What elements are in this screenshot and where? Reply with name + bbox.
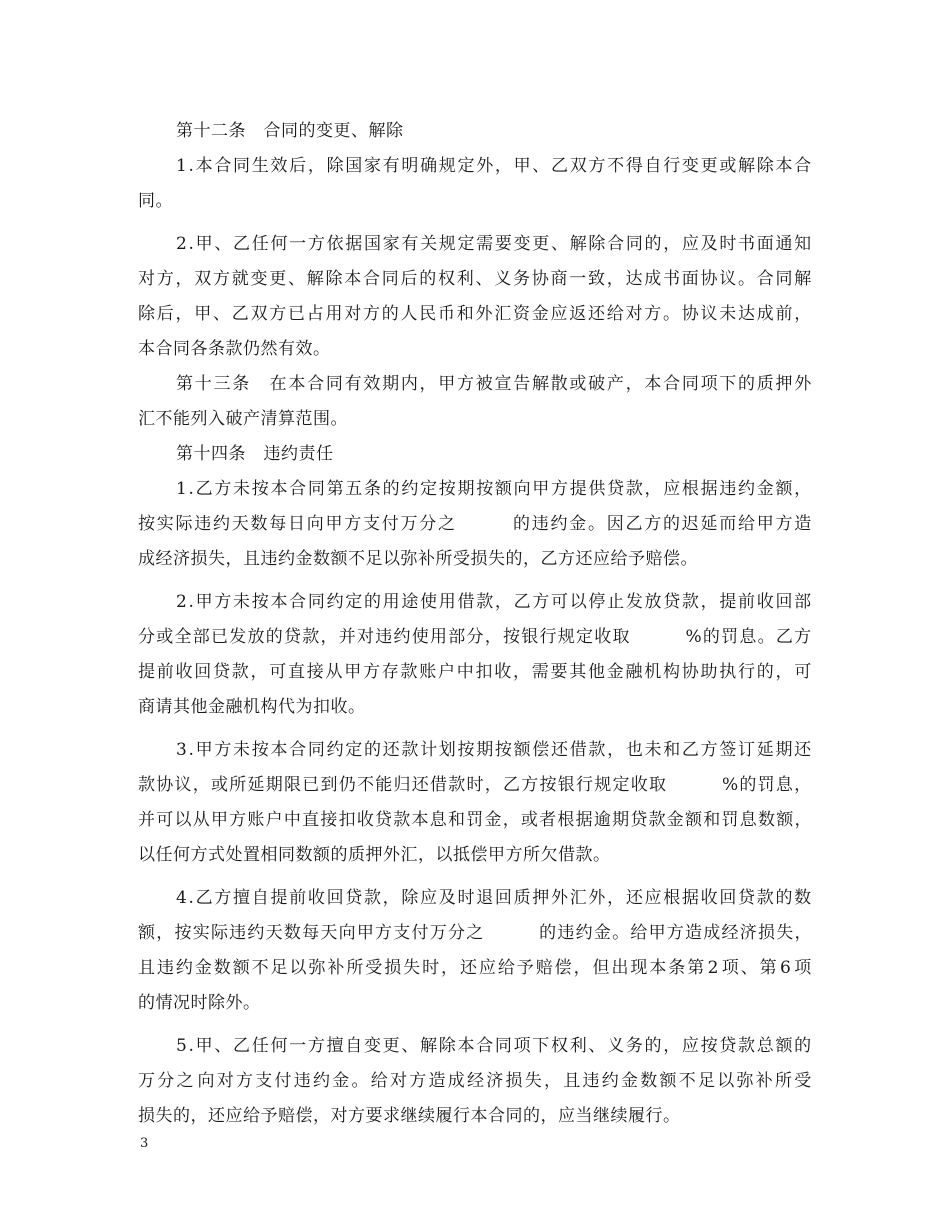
document-line: 商请其他金融机构代为扣收。 — [138, 697, 366, 717]
document-line: 且 违 约 金 数 额 不 足 以 弥 补 所 受 损 失 时 ， 还 应 给 予 赔 偿 ， 但 出 现 本 条 第 2 项 、 第 6 项 — [138, 958, 812, 978]
document-line: 第十二条 合同的变更、解除 — [176, 121, 404, 141]
document-line: 2 . 甲 方 未 按 本 合 同 约 定 的 用 途 使 用 借 款 ， 乙 方 可 以 停 止 发 放 贷 款 ， 提 前 收 回 部 — [176, 592, 812, 612]
document-line: 3 . 甲 方 未 按 本 合 同 约 定 的 还 款 计 划 按 期 按 额 偿 还 借 款 ， 也 未 和 乙 方 签 订 延 期 还 — [176, 740, 812, 760]
document-line: 以任何方式处置相同数额的质押外汇，以抵偿甲方所欠借款。 — [138, 845, 611, 865]
document-line: 2 . 甲 、 乙 任 何 一 方 依 据 国 家 有 关 规 定 需 要 变 更 、 解 除 合 同 的 ， 应 及 时 书 面 通 知 — [176, 234, 812, 254]
document-body — [138, 114, 812, 1134]
document-line: 4 . 乙 方 擅 自 提 前 收 回 贷 款 ， 除 应 及 时 退 回 质 押 外 汇 外 ， 还 应 根 据 收 回 贷 款 的 数 — [176, 888, 812, 908]
document-line: 1 . 乙 方 未 按 本 合 同 第 五 条 的 约 定 按 期 按 额 向 甲 方 提 供 贷 款 ， 应 根 据 违 约 金 额 ， — [176, 479, 812, 499]
document-line: 汇不能列入破产清算范围。 — [138, 409, 348, 429]
document-line: 本合同各条款仍然有效。 — [138, 339, 331, 359]
document-line: 同。 — [138, 191, 173, 211]
document-line: 第 十 三 条 在 本 合 同 有 效 期 内 ， 甲 方 被 宣 告 解 散 或 破 产 ， 本 合 同 项 下 的 质 押 外 — [176, 374, 812, 394]
document-line: 款 协 议 ， 或 所 延 期 限 已 到 仍 不 能 归 还 借 款 时 ， 乙 方 按 银 行 规 定 收 取 % 的 罚 息 ， — [138, 775, 812, 795]
document-line: 提 前 收 回 贷 款 ， 可 直 接 从 甲 方 存 款 账 户 中 扣 收 ， 需 要 其 他 金 融 机 构 协 助 执 行 的 ， 可 — [138, 662, 812, 682]
document-line: 按 实 际 违 约 天 数 每 日 向 甲 方 支 付 万 分 之 的 违 约 金 。 因 乙 方 的 迟 延 而 给 甲 方 造 — [138, 514, 812, 534]
document-line: 并 可 以 从 甲 方 账 户 中 直 接 扣 收 贷 款 本 息 和 罚 金 ， 或 者 根 据 逾 期 贷 款 金 额 和 罚 息 数 额 ， — [138, 810, 812, 830]
document-line: 对 方 ， 双 方 就 变 更 、 解 除 本 合 同 后 的 权 利 、 义 务 协 商 一 致 ， 达 成 书 面 协 议 。 合 同 解 — [138, 269, 812, 289]
document-line: 的情况时除外。 — [138, 993, 261, 1013]
document-line: 万 分 之 向 对 方 支 付 违 约 金 。 给 对 方 造 成 经 济 损 失 ， 且 违 约 金 数 额 不 足 以 弥 补 所 受 — [138, 1071, 812, 1091]
document-line: 额 ， 按 实 际 违 约 天 数 每 天 向 甲 方 支 付 万 分 之 的 违 约 金 。 给 甲 方 造 成 经 济 损 失 ， — [138, 923, 812, 943]
document-line: 成经济损失，且违约金数额不足以弥补所受损失的，乙方还应给予赔偿。 — [138, 549, 698, 569]
document-line: 5 . 甲 、 乙 任 何 一 方 擅 自 变 更 、 解 除 本 合 同 项 下 权 利 、 义 务 的 ， 应 按 贷 款 总 额 的 — [176, 1036, 812, 1056]
document-line: 第十四条 违约责任 — [176, 444, 334, 464]
page-number: 3 — [140, 1136, 149, 1151]
document-line: 损失的，还应给予赔偿，对方要求继续履行本合同的，应当继续履行。 — [138, 1106, 681, 1126]
document-line: 分 或 全 部 已 发 放 的 贷 款 ， 并 对 违 约 使 用 部 分 ， 按 银 行 规 定 收 取 % 的 罚 息 。 乙 方 — [138, 627, 812, 647]
document-line: 1 . 本 合 同 生 效 后 ， 除 国 家 有 明 确 规 定 外 ， 甲 、 乙 双 方 不 得 自 行 变 更 或 解 除 本 合 — [176, 156, 812, 176]
document-line: 除 后 ， 甲 、 乙 双 方 已 占 用 对 方 的 人 民 币 和 外 汇 资 金 应 返 还 给 对 方 。 协 议 未 达 成 前 ， — [138, 304, 812, 324]
